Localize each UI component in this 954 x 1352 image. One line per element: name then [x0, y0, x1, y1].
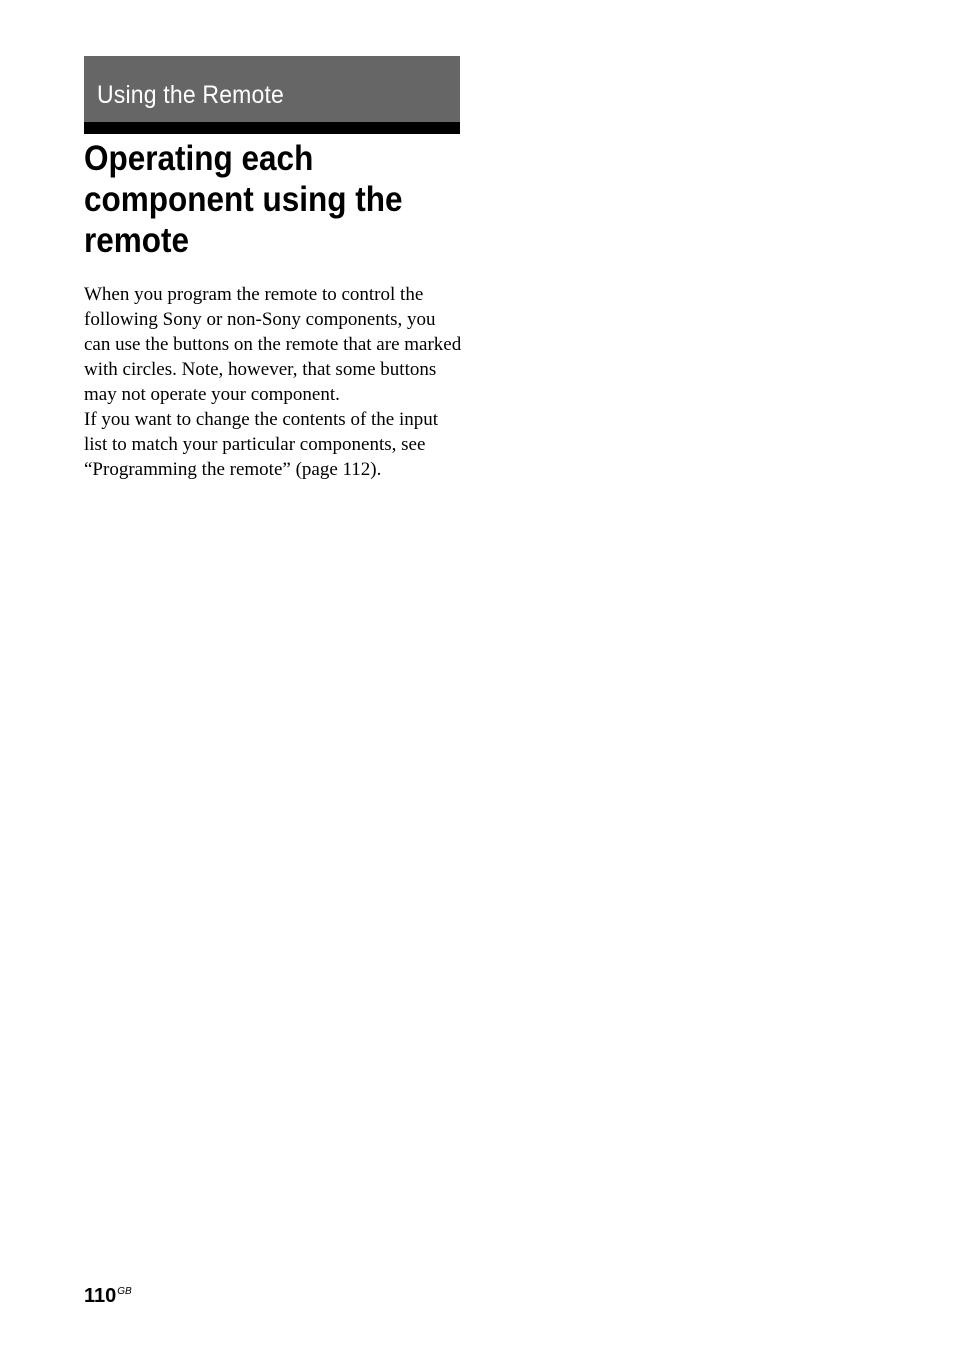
page-title-line-1: Operating each	[84, 139, 314, 178]
page-title	[84, 138, 422, 261]
section-title: Using the Remote	[97, 81, 285, 109]
section-header	[84, 56, 460, 134]
page-title-line-3: remote	[84, 221, 190, 260]
section-header-rule	[84, 122, 460, 134]
page-number	[84, 1280, 132, 1308]
page-title-line-2: component using the	[84, 180, 403, 219]
page-number-suffix: GB	[117, 1286, 132, 1297]
body-text	[84, 282, 464, 482]
page-number-value: 110	[84, 1285, 117, 1307]
body-paragraph-2: If you want to change the contents of the input list to match your particular components, see “Programming the remote” (page 112).	[84, 409, 439, 480]
body-paragraph-1: When you program the remote to control the following Sony or non-Sony components, you can use the buttons on the remote that are marked with circles. Note, however, that some buttons may not operate your component.	[84, 284, 462, 405]
